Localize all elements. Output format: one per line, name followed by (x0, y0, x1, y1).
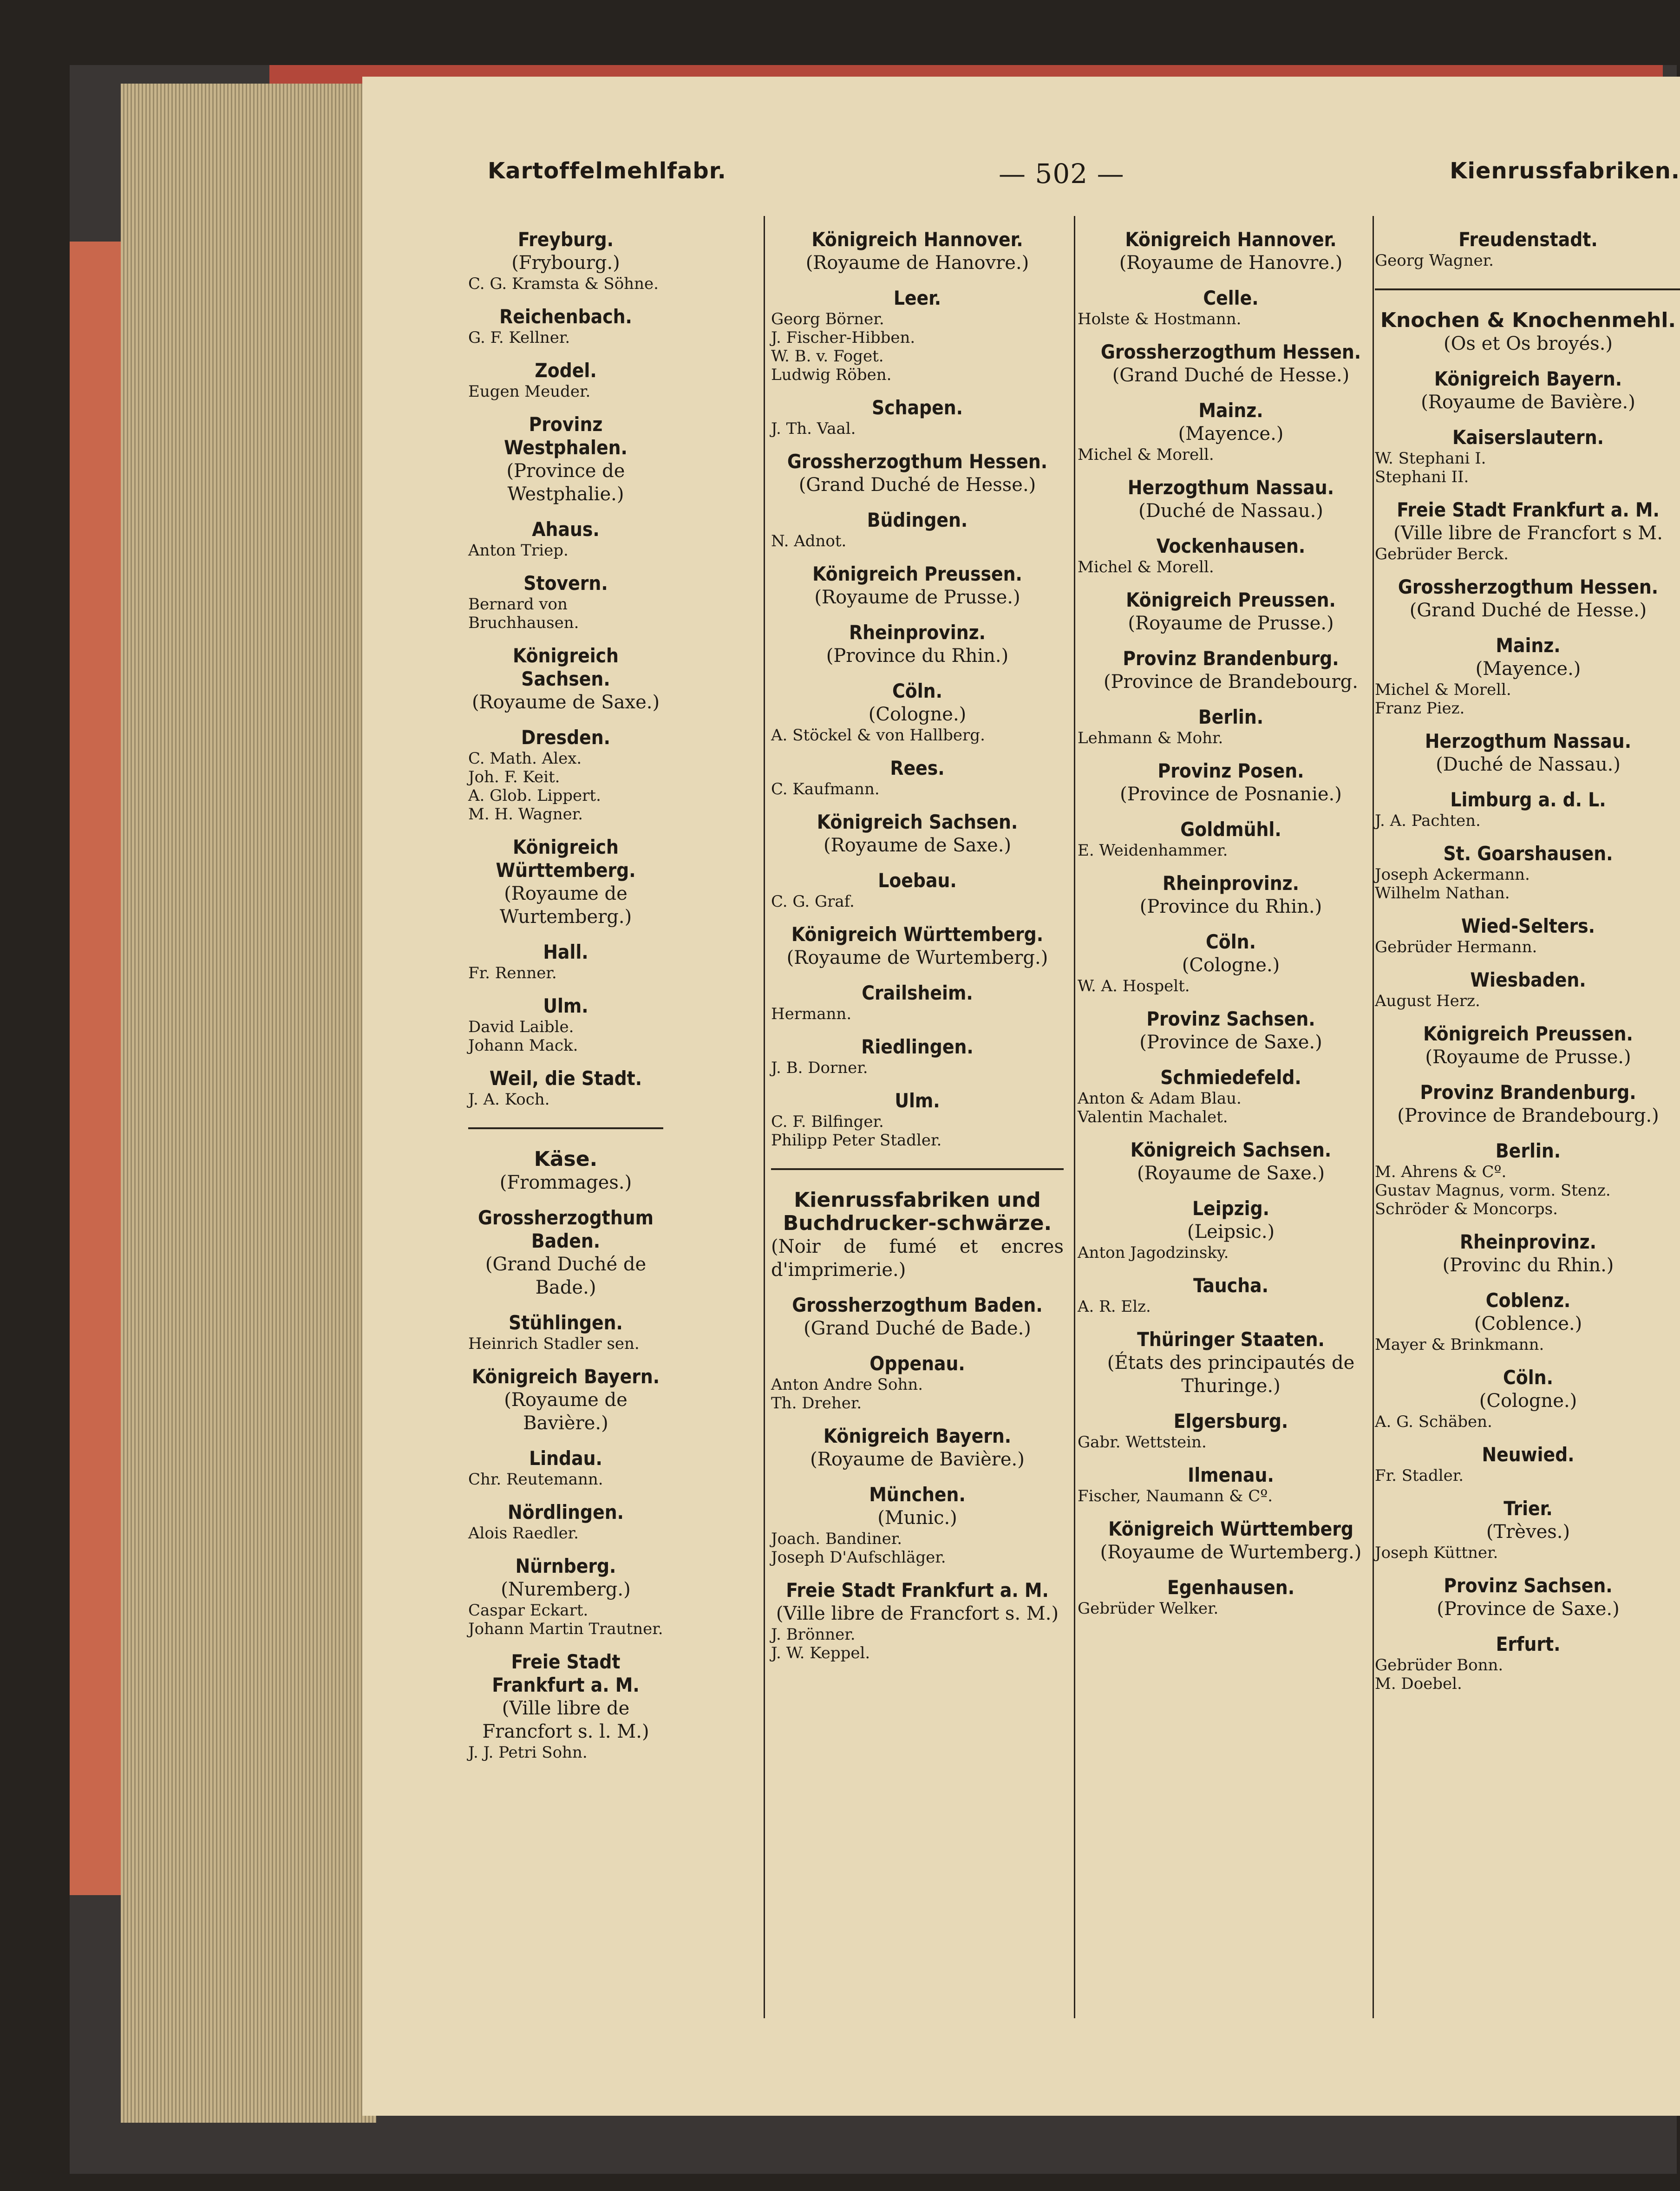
place-subtitle: (Grand Duché de Hesse.) (1112, 365, 1350, 386)
firm-name: August Herz. (1375, 992, 1480, 1010)
place-heading: Königreich Bayern. (823, 1425, 1012, 1447)
place-heading: Neuwied. (1482, 1443, 1575, 1466)
place-subtitle: (Grand Duché de Hesse.) (798, 474, 1036, 496)
place-subtitle: (Cologne.) (1182, 955, 1280, 976)
firm-name: Caspar Eckart. (468, 1601, 588, 1620)
column-divider (1074, 216, 1075, 2018)
place-subtitle: (Grand Duché de Bade.) (804, 1318, 1031, 1339)
place-heading: München. (869, 1483, 966, 1506)
firm-name: Joseph D'Aufschläger. (771, 1548, 946, 1567)
place-subtitle: (Cologne.) (1479, 1390, 1577, 1412)
place-subtitle: (Duché de Nassau.) (1436, 754, 1621, 775)
firm-name: Gebrüder Hermann. (1375, 938, 1537, 956)
firm-name: Wilhelm Nathan. (1375, 884, 1510, 903)
firm-name: Johann Mack. (468, 1036, 578, 1055)
firm-name: J. Fischer-Hibben. (771, 328, 915, 347)
place-subtitle: (Cologne.) (868, 704, 967, 725)
firm-name: W. Stephani I. (1375, 449, 1486, 468)
place-subtitle: (Trèves.) (1486, 1521, 1570, 1543)
place-heading: Erfurt. (1496, 1633, 1561, 1655)
place-heading: Provinz Brandenburg. (1420, 1081, 1636, 1104)
place-heading: Ahaus. (532, 518, 600, 541)
firm-name: David Laible. (468, 1018, 574, 1036)
firm-name: A. R. Elz. (1078, 1297, 1151, 1316)
firm-name: Michel & Morell. (1078, 558, 1214, 576)
place-subtitle: (Province de Westphalie.) (506, 460, 625, 505)
place-heading: Königreich Sachsen. (1130, 1138, 1332, 1161)
firm-name: C. Kaufmann. (771, 780, 880, 798)
place-heading: Königreich Württemberg (1108, 1517, 1353, 1540)
firm-name: Georg Börner. (771, 310, 884, 328)
place-heading: Loebau. (878, 869, 957, 892)
place-subtitle: (Munic.) (877, 1507, 957, 1529)
firm-name: M. H. Wagner. (468, 805, 583, 824)
place-subtitle: (Royaume de Bavière.) (810, 1449, 1025, 1470)
place-heading: Freie Stadt Frankfurt a. M. (786, 1579, 1049, 1602)
place-subtitle: (États des principautés de Thuringe.) (1107, 1352, 1355, 1397)
place-heading: Leipzig. (1192, 1197, 1270, 1220)
place-subtitle: (Royaume de Saxe.) (823, 835, 1012, 856)
place-subtitle: (Province du Rhin.) (1139, 896, 1322, 917)
place-subtitle: (Royaume de Prusse.) (1128, 613, 1334, 634)
section-title: Käse. (534, 1147, 598, 1171)
firm-name: Hermann. (771, 1005, 852, 1023)
firm-name: J. Brönner. (771, 1625, 856, 1644)
place-heading: Vockenhausen. (1156, 535, 1306, 557)
place-heading: Schmiedefeld. (1160, 1066, 1301, 1089)
place-subtitle: (Royaume de Bavière.) (504, 1389, 628, 1434)
place-heading: Berlin. (1495, 1139, 1561, 1162)
firm-name: Holste & Hostmann. (1078, 310, 1242, 328)
place-subtitle: (Ville libre de Francfort s. l. M.) (482, 1698, 649, 1742)
place-heading: Ilmenau. (1188, 1464, 1274, 1486)
firm-name: Fr. Renner. (468, 964, 557, 982)
place-heading: Büdingen. (867, 509, 968, 531)
place-subtitle: (Provinc du Rhin.) (1442, 1255, 1614, 1276)
place-subtitle: (Province de Saxe.) (1139, 1032, 1322, 1053)
firm-name: Mayer & Brinkmann. (1375, 1335, 1544, 1354)
firm-name: Anton & Adam Blau. (1078, 1089, 1242, 1108)
place-subtitle: (Royaume de Bavière.) (1421, 392, 1635, 413)
firm-name: Anton Jagodzinsky. (1078, 1243, 1229, 1262)
place-heading: Crailsheim. (862, 981, 973, 1004)
firm-name: G. F. Kellner. (468, 328, 570, 347)
firm-name: Gebrüder Bonn. (1375, 1656, 1504, 1674)
running-head-right: Kienrussfabriken. (1450, 158, 1680, 184)
place-heading: Trier. (1504, 1497, 1553, 1520)
place-heading: Zodel. (535, 359, 597, 382)
place-subtitle: (Nuremberg.) (501, 1579, 631, 1600)
cover-cloth-strip (70, 242, 125, 1895)
firm-name: Joseph Ackermann. (1375, 865, 1530, 884)
place-heading: Freie Stadt Frankfurt a. M. (492, 1650, 640, 1696)
firm-name: Anton Andre Sohn. (771, 1375, 923, 1394)
place-heading: Rheinprovinz. (1163, 872, 1299, 895)
firm-name: E. Weidenhammer. (1078, 841, 1228, 860)
firm-name: J. A. Koch. (468, 1090, 550, 1109)
place-heading: Rheinprovinz. (849, 621, 986, 644)
place-heading: Elgersburg. (1173, 1410, 1288, 1432)
firm-name: J. Th. Vaal. (771, 419, 856, 438)
place-heading: Lindau. (529, 1447, 602, 1470)
place-heading: St. Goarshausen. (1443, 842, 1613, 865)
firm-name: Fischer, Naumann & Cº. (1078, 1487, 1273, 1505)
place-heading: Königreich Sachsen. (513, 644, 619, 690)
place-heading: Freie Stadt Frankfurt a. M. (1397, 498, 1660, 521)
column-2 (771, 216, 1064, 1662)
place-subtitle: (Royaume de Hanovre.) (805, 252, 1029, 274)
place-heading: Leer. (893, 287, 941, 309)
place-heading: Grossherzogthum Hessen. (1100, 340, 1361, 363)
place-heading: Herzogthum Nassau. (1425, 730, 1632, 752)
page-number: — 502 — (999, 158, 1124, 190)
firm-name: A. Glob. Lippert. (468, 786, 601, 805)
place-subtitle: (Grand Duché de Bade.) (485, 1254, 647, 1298)
place-heading: Königreich Preussen. (1126, 589, 1336, 611)
firm-name: Fr. Stadler. (1375, 1466, 1464, 1485)
firm-name: Joseph Küttner. (1375, 1544, 1498, 1562)
place-heading: Provinz Brandenburg. (1123, 647, 1339, 670)
place-subtitle: (Royaume de Wurtemberg.) (499, 883, 632, 928)
firm-name: J. B. Dorner. (771, 1059, 868, 1077)
section-rule (1375, 288, 1680, 290)
place-subtitle: (Province de Posnanie.) (1120, 784, 1342, 805)
firm-name: Gebrüder Welker. (1078, 1599, 1219, 1618)
place-subtitle: (Frommages.) (499, 1172, 632, 1193)
place-heading: Königreich Bayern. (1434, 367, 1622, 390)
firm-name: J. W. Keppel. (771, 1644, 870, 1662)
firm-name: Stephani II. (1375, 468, 1469, 486)
firm-name: Joh. F. Keit. (468, 768, 560, 786)
firm-name: Schröder & Moncorps. (1375, 1200, 1558, 1218)
firm-name: Gustav Magnus, vorm. Stenz. (1375, 1181, 1611, 1200)
section-title: Knochen & Knochenmehl. (1380, 308, 1676, 332)
place-heading: Grossherzogthum Hessen. (787, 450, 1048, 473)
place-subtitle: (Royaume de Saxe.) (1137, 1163, 1325, 1184)
firm-name: W. B. v. Foget. (771, 347, 884, 366)
firm-name: C. G. Kramsta & Söhne. (468, 275, 659, 293)
firm-name: N. Adnot. (771, 532, 847, 550)
place-subtitle: (Royaume de Prusse.) (814, 587, 1020, 608)
place-heading: Provinz Posen. (1157, 759, 1304, 782)
place-heading: Königreich Hannover. (811, 228, 1023, 251)
firm-name: J. A. Pachten. (1375, 811, 1481, 830)
place-heading: Coblenz. (1485, 1289, 1571, 1312)
place-heading: Königreich Bayern. (471, 1365, 660, 1388)
firm-name: Joach. Bandiner. (771, 1530, 902, 1548)
firm-name: Georg Wagner. (1375, 251, 1494, 270)
place-heading: Schapen. (872, 396, 963, 419)
place-heading: Rheinprovinz. (1460, 1230, 1596, 1253)
column-1 (468, 216, 663, 1762)
firm-name: C. F. Bilfinger. (771, 1112, 884, 1131)
place-subtitle: (Duché de Nassau.) (1138, 500, 1323, 522)
place-heading: Ulm. (543, 994, 588, 1017)
place-heading: Stühlingen. (509, 1311, 623, 1334)
firm-name: Eugen Meuder. (468, 382, 591, 401)
page-stack-edge (121, 84, 376, 2123)
place-subtitle: (Province du Rhin.) (826, 645, 1009, 667)
place-subtitle: (Grand Duché de Hesse.) (1409, 600, 1647, 621)
firm-name: Bernard von Bruchhausen. (468, 595, 579, 632)
firm-name: C. Math. Alex. (468, 749, 582, 768)
firm-name: C. G. Graf. (771, 892, 855, 911)
section-title: Kienrussfabriken und Buchdrucker-schwärze. (783, 1188, 1052, 1235)
place-heading: Weil, die Stadt. (489, 1067, 642, 1090)
place-heading: Thüringer Staaten. (1137, 1328, 1325, 1351)
firm-name: Anton Triep. (468, 541, 569, 560)
firm-name: Michel & Morell. (1375, 680, 1511, 699)
place-subtitle: (Royaume de Saxe.) (471, 692, 660, 713)
place-subtitle: (Royaume de Wurtemberg.) (786, 947, 1048, 968)
firm-name: M. Doebel. (1375, 1674, 1462, 1693)
place-heading: Königreich Preussen. (1423, 1022, 1633, 1045)
running-head-left: Kartoffelmehlfabr. (488, 158, 726, 184)
place-subtitle: (Royaume de Hanovre.) (1119, 252, 1343, 274)
place-heading: Wiesbaden. (1470, 968, 1586, 991)
firm-name: Philipp Peter Stadler. (771, 1131, 942, 1150)
place-subtitle: (Province de Brandebourg. (1104, 671, 1358, 693)
place-subtitle: (Leipsic.) (1187, 1221, 1275, 1243)
firm-name: W. A. Hospelt. (1078, 977, 1190, 995)
firm-name: Chr. Reutemann. (468, 1470, 603, 1489)
place-heading: Reichenbach. (499, 305, 632, 328)
place-heading: Grossherzogthum Hessen. (1398, 576, 1659, 598)
firm-name: Johann Martin Trautner. (468, 1620, 663, 1638)
firm-name: Michel & Morell. (1078, 445, 1214, 464)
place-heading: Stovern. (523, 572, 608, 595)
place-heading: Cöln. (1206, 930, 1256, 953)
section-rule (771, 1168, 1064, 1170)
firm-name: Alois Raedler. (468, 1524, 579, 1543)
page (362, 77, 1680, 2116)
place-heading: Grossherzogthum Baden. (792, 1294, 1043, 1316)
place-heading: Hall. (543, 941, 588, 963)
place-heading: Goldmühl. (1180, 818, 1281, 841)
place-heading: Taucha. (1193, 1274, 1268, 1297)
place-heading: Königreich Württemberg. (791, 923, 1044, 946)
place-heading: Egenhausen. (1167, 1576, 1295, 1599)
place-heading: Cöln. (892, 680, 942, 702)
place-heading: Ulm. (895, 1089, 940, 1112)
section-rule (468, 1127, 663, 1129)
place-heading: Provinz Sachsen. (1146, 1007, 1315, 1030)
place-subtitle: (Province de Saxe.) (1437, 1598, 1620, 1620)
place-subtitle: (Province de Brandebourg.) (1397, 1105, 1659, 1126)
place-heading: Dresden. (521, 726, 611, 749)
place-heading: Limburg a. d. L. (1450, 788, 1606, 811)
place-heading: Provinz Sachsen. (1444, 1574, 1613, 1597)
place-heading: Königreich Preussen. (812, 562, 1022, 585)
place-heading: Cöln. (1503, 1366, 1553, 1389)
firm-name: J. J. Petri Sohn. (468, 1743, 588, 1762)
place-heading: Königreich Hannover. (1125, 228, 1337, 251)
firm-name: Gebrüder Berck. (1375, 545, 1509, 563)
place-heading: Mainz. (1198, 399, 1263, 422)
place-heading: Mainz. (1496, 634, 1561, 657)
place-heading: Freyburg. (517, 228, 614, 251)
place-subtitle: (Os et Os broyés.) (1443, 333, 1613, 354)
place-heading: Nördlingen. (507, 1501, 624, 1524)
firm-name: Valentin Machalet. (1078, 1108, 1228, 1126)
place-heading: Wied-Selters. (1461, 915, 1595, 937)
place-heading: Rees. (890, 757, 945, 779)
place-heading: Provinz Westphalen. (504, 413, 628, 459)
firm-name: Franz Piez. (1375, 699, 1465, 718)
place-heading: Herzogthum Nassau. (1127, 476, 1334, 499)
firm-name: A. G. Schäben. (1375, 1413, 1492, 1431)
place-heading: Kaiserslautern. (1452, 426, 1604, 449)
place-heading: Oppenau. (869, 1352, 965, 1375)
place-subtitle: (Coblence.) (1474, 1313, 1582, 1334)
place-heading: Königreich Württemberg. (496, 836, 636, 882)
firm-name: A. Stöckel & von Hallberg. (771, 726, 985, 745)
firm-name: Lehmann & Mohr. (1078, 729, 1223, 747)
firm-name: Heinrich Stadler sen. (468, 1334, 640, 1353)
firm-name: Gabr. Wettstein. (1078, 1433, 1207, 1452)
place-heading: Berlin. (1198, 706, 1264, 728)
place-heading: Königreich Sachsen. (817, 811, 1018, 833)
place-subtitle: (Royaume de Prusse.) (1425, 1046, 1631, 1068)
section-note: (Noir de fumé et encres d'imprimerie.) (771, 1236, 1064, 1281)
column-divider (764, 216, 765, 2018)
column-3 (1078, 216, 1384, 1618)
firm-name: Ludwig Röben. (771, 366, 892, 384)
place-heading: Nürnberg. (515, 1555, 616, 1577)
place-subtitle: (Ville libre de Francfort s M. (1393, 523, 1663, 544)
place-subtitle: (Ville libre de Francfort s. M.) (776, 1603, 1059, 1624)
place-subtitle: (Mayence.) (1178, 423, 1284, 445)
place-subtitle: (Frybourg.) (511, 252, 620, 274)
place-subtitle: (Royaume de Wurtemberg.) (1100, 1542, 1362, 1563)
place-heading: Celle. (1203, 287, 1259, 309)
column-4 (1375, 216, 1680, 1693)
place-subtitle: (Mayence.) (1475, 658, 1581, 680)
place-heading: Freudenstadt. (1458, 228, 1598, 251)
firm-name: Th. Dreher. (771, 1394, 862, 1413)
place-heading: Riedlingen. (861, 1035, 974, 1058)
place-heading: Grossherzogthum Baden. (477, 1206, 654, 1252)
firm-name: M. Ahrens & Cº. (1375, 1163, 1507, 1181)
